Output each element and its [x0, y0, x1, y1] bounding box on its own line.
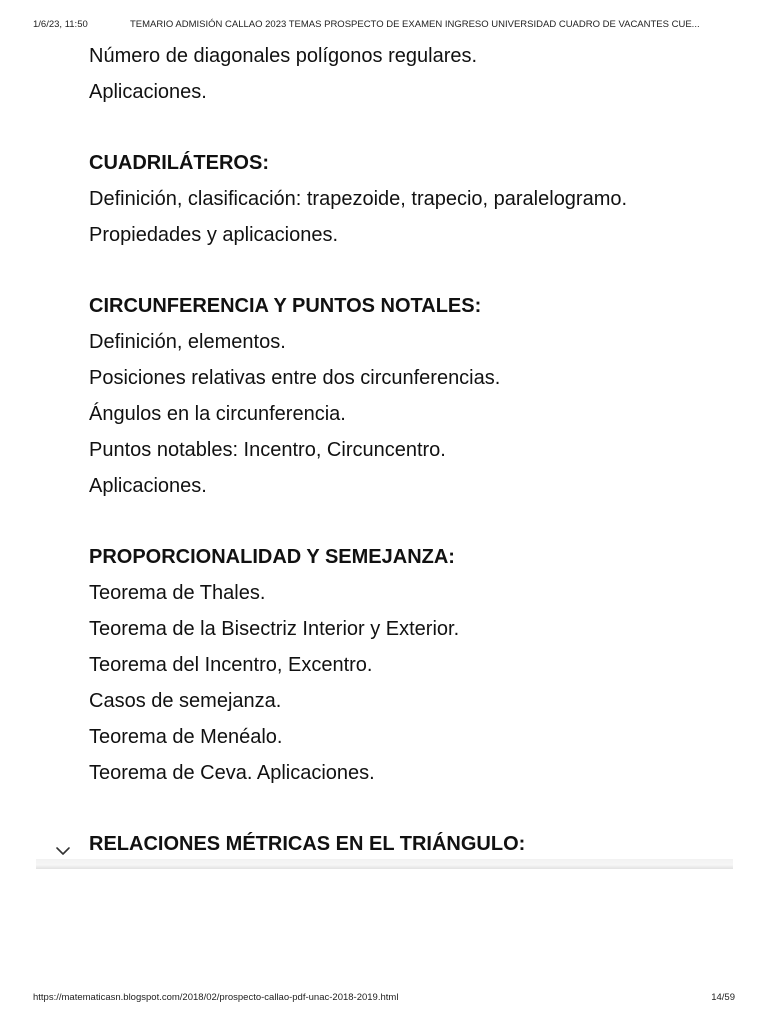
page-number: 14/59 — [711, 992, 735, 1003]
syllabus-item: Teorema del Incentro, Excentro. — [89, 654, 373, 676]
syllabus-item: Teorema de Ceva. Aplicaciones. — [89, 762, 375, 784]
syllabus-item: Teorema de Thales. — [89, 582, 266, 604]
section-heading: CUADRILÁTEROS: — [89, 152, 269, 174]
chevron-down-icon[interactable] — [54, 844, 72, 858]
syllabus-item: Posiciones relativas entre dos circunferencias. — [89, 367, 501, 389]
document-title: TEMARIO ADMISIÓN CALLAO 2023 TEMAS PROSPECTO DE EXAMEN INGRESO UNIVERSIDAD CUADRO DE VACANTES CUE... — [130, 19, 700, 30]
syllabus-content — [89, 38, 739, 862]
syllabus-item: Teorema de la Bisectriz Interior y Exterior. — [89, 618, 460, 640]
section-heading: PROPORCIONALIDAD Y SEMEJANZA: — [89, 546, 455, 568]
source-url: https://matematicasn.blogspot.com/2018/02/prospecto-callao-pdf-unac-2018-2019.html — [33, 992, 399, 1003]
syllabus-item: Aplicaciones. — [89, 475, 207, 497]
syllabus-item: Teorema de Menéalo. — [89, 726, 283, 748]
syllabus-item: Aplicaciones. — [89, 81, 207, 103]
syllabus-item: Definición, clasificación: trapezoide, trapecio, paralelogramo. — [89, 188, 628, 210]
syllabus-item: Puntos notables: Incentro, Circuncentro. — [89, 439, 446, 461]
syllabus-item: Casos de semejanza. — [89, 690, 282, 712]
print-datetime: 1/6/23, 11:50 — [33, 19, 88, 30]
syllabus-item: Propiedades y aplicaciones. — [89, 224, 339, 246]
syllabus-item: Número de diagonales polígonos regulares. — [89, 45, 478, 67]
syllabus-item: Ángulos en la circunferencia. — [89, 403, 346, 425]
syllabus-item: Definición, elementos. — [89, 331, 286, 353]
content-divider — [36, 859, 733, 869]
section-heading: CIRCUNFERENCIA Y PUNTOS NOTALES: — [89, 295, 482, 317]
section-heading: RELACIONES MÉTRICAS EN EL TRIÁNGULO: — [89, 833, 526, 855]
